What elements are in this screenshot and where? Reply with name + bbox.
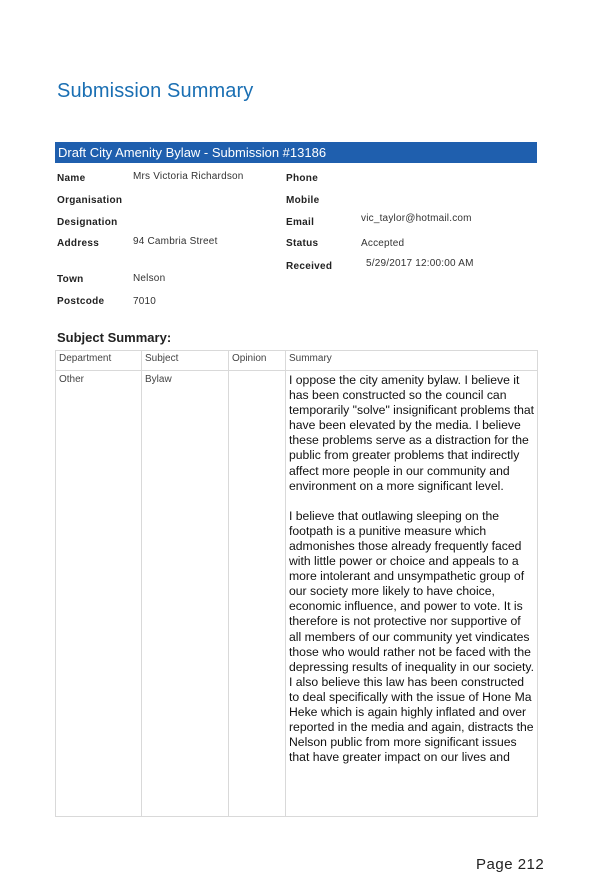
column-header-subject: Subject [142, 351, 229, 371]
column-header-department: Department [56, 351, 142, 371]
postcode-label: Postcode [57, 296, 105, 307]
submission-banner: Draft City Amenity Bylaw - Submission #13186 [55, 142, 537, 163]
summary-paragraph: I believe that outlawing sleeping on the footpath is a punitive measure which admonishes those already frequently faced with little power or choice and appeals to a more intolerant and unsympathetic group of our society more likely to have choice, economic influence, and power to vote. It is therefore is not protective nor supportive of all members of our community yet vindicates those who would rather not be faced with the depressing results of inequality in our society. I also believe this law has been constructed to deal specifically with the issue of Hone Ma Heke which is again highly inflated and over reported in the media and again, distracts the Nelson public from more significant issues that have greater impact on our lives and [289, 508, 535, 765]
postcode-value: 7010 [133, 296, 157, 307]
phone-label: Phone [286, 173, 319, 184]
cell-opinion [229, 371, 286, 817]
subject-summary-title: Subject Summary: [57, 330, 172, 345]
summary-paragraph: I oppose the city amenity bylaw. I believe it has been constructed so the council can temporarily "solve" insignificant problems that have been elevated by the media. I believe these problems serve as a distraction for the public from greater problems that indirectly affect more people in our community and environment on a more significant level. [289, 373, 535, 493]
status-value: Accepted [361, 238, 405, 249]
cell-summary [286, 371, 538, 817]
organisation-label: Organisation [57, 195, 123, 206]
town-value: Nelson [133, 273, 166, 284]
page-number: Page 212 [476, 856, 545, 873]
table-header-row [56, 351, 538, 371]
status-label: Status [286, 238, 319, 249]
town-label: Town [57, 274, 84, 285]
column-header-summary: Summary [286, 351, 538, 371]
received-label: Received [286, 261, 333, 272]
designation-label: Designation [57, 217, 118, 228]
cell-subject: Bylaw [142, 371, 229, 817]
table-row [56, 371, 538, 817]
name-label: Name [57, 173, 86, 184]
name-value: Mrs Victoria Richardson [133, 171, 244, 182]
cell-department: Other [56, 371, 142, 817]
email-value: vic_taylor@hotmail.com [361, 213, 472, 224]
page-title: Submission Summary [57, 80, 254, 102]
address-value: 94 Cambria Street [133, 236, 218, 247]
column-header-opinion: Opinion [229, 351, 286, 371]
email-label: Email [286, 217, 315, 228]
received-value: 5/29/2017 12:00:00 AM [366, 258, 474, 269]
subject-summary-table [55, 350, 538, 817]
address-label: Address [57, 238, 100, 249]
mobile-label: Mobile [286, 195, 320, 206]
